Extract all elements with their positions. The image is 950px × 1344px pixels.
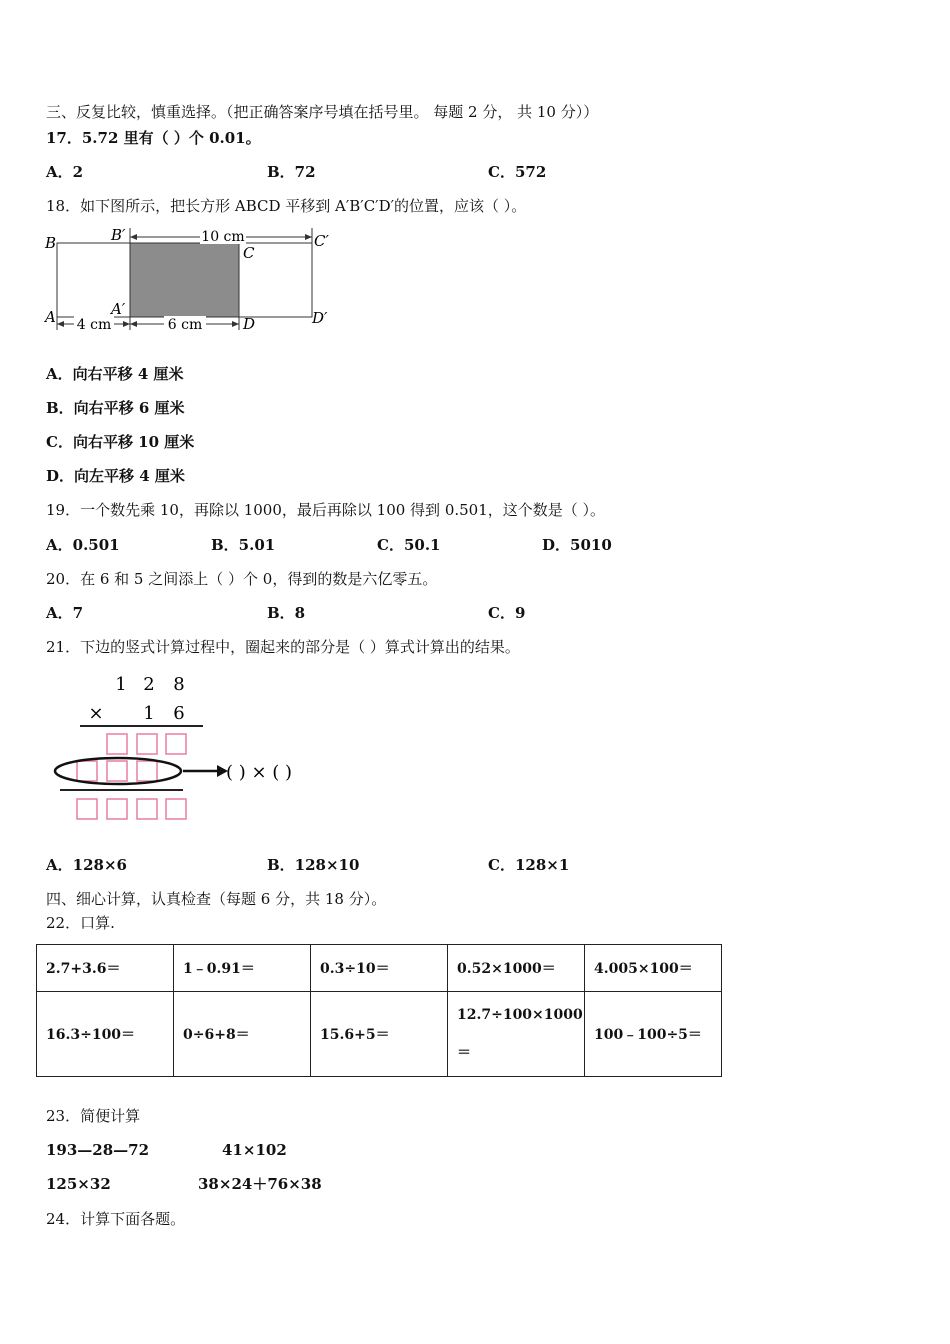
q17-stem: 17．5.72 里有（ ）个 0.01。 — [46, 129, 261, 147]
circled-partial-product — [55, 758, 181, 784]
dim-bottom-arrow-r — [232, 321, 239, 327]
q20-stem: 20．在 6 和 5 之间添上（ ）个 0，得到的数是六亿零五。 — [46, 570, 438, 588]
answer-box — [137, 761, 157, 781]
answer-box — [77, 761, 97, 781]
q21-option-b[interactable]: B．128×10 — [267, 856, 360, 874]
q18-option-b[interactable]: B．向右平移 6 厘米 — [46, 399, 185, 417]
q23-item-3: 125×32 — [46, 1175, 111, 1193]
table-cell: 1﹣0.91＝ — [174, 945, 311, 992]
q22-mental-math-table — [36, 944, 722, 1077]
dim-top-arrow-left — [130, 234, 137, 240]
section3-heading: 三、反复比较，慎重选择。（把正确答案序号填在括号里。 每题 2 分， 共 10 分）） — [46, 103, 599, 121]
q21-stem: 21．下边的竖式计算过程中，圈起来的部分是（ ）算式计算出的结果。 — [46, 638, 520, 656]
q18-stem: 18．如下图所示，把长方形 ABCD 平移到 A′B′C′D′的位置，应该（ ）。 — [46, 197, 527, 215]
answer-box — [137, 734, 157, 754]
label-a-prime: A′ — [111, 300, 126, 318]
table-cell: 15.6+5＝ — [311, 992, 448, 1077]
times-sign: × — [88, 703, 104, 724]
label-d-prime: D′ — [312, 309, 328, 327]
q19-option-d[interactable]: D．5010 — [542, 536, 612, 554]
result-expression: ( ) × ( ) — [226, 762, 293, 783]
dim-left-label: 4 cm — [76, 317, 112, 333]
table-cell: 100﹣100÷5＝ — [585, 992, 722, 1077]
dim-bottom-label: 6 cm — [167, 317, 203, 333]
answer-box — [107, 761, 127, 781]
answer-box — [107, 734, 127, 754]
label-c-prime: C′ — [314, 232, 329, 250]
table-cell: 2.7+3.6＝ — [37, 945, 174, 992]
digit-2: 2 — [143, 674, 155, 695]
table-row — [37, 992, 722, 1077]
cell-line-2: ＝ — [457, 1045, 471, 1061]
q19-option-a[interactable]: A．0.501 — [46, 536, 120, 554]
digit-8: 8 — [173, 674, 185, 695]
q21-option-c[interactable]: C．128×1 — [488, 856, 570, 874]
table-cell: 16.3÷100＝ — [37, 992, 174, 1077]
cell-line-1: 12.7÷100×1000 — [457, 1007, 583, 1023]
digit-6: 6 — [173, 703, 185, 724]
q23-stem: 23．简便计算 — [46, 1107, 141, 1125]
q20-option-a[interactable]: A．7 — [46, 604, 84, 622]
answer-box — [166, 734, 186, 754]
table-row — [37, 945, 722, 992]
shaded-rectangle — [130, 243, 239, 317]
digit-1b: 1 — [143, 703, 155, 724]
q18-option-d[interactable]: D．向左平移 4 厘米 — [46, 467, 185, 485]
q21-option-a[interactable]: A．128×6 — [46, 856, 127, 874]
q17-option-c[interactable]: C．572 — [488, 163, 547, 181]
answer-box — [107, 799, 127, 819]
q23-item-4: 38×24＋76×38 — [198, 1175, 322, 1193]
digit-1: 1 — [115, 674, 127, 695]
label-b: B — [45, 234, 57, 252]
label-b-prime: B′ — [111, 226, 126, 244]
label-c: C — [243, 244, 255, 262]
q22-stem: 22．口算. — [46, 914, 115, 932]
dim-left-arrow-l — [57, 321, 64, 327]
q24-stem: 24．计算下面各题。 — [46, 1210, 186, 1228]
q18-option-a[interactable]: A．向右平移 4 厘米 — [46, 365, 184, 383]
dim-top-label: 10 cm — [201, 229, 245, 245]
section4-heading: 四、细心计算，认真检查（每题 6 分，共 18 分）。 — [46, 890, 387, 908]
q23-item-1: 193—28—72 — [46, 1141, 150, 1159]
q20-option-b[interactable]: B．8 — [267, 604, 306, 622]
answer-box — [137, 799, 157, 819]
label-d: D — [243, 315, 256, 333]
q17-option-a[interactable]: A．2 — [46, 163, 84, 181]
dim-left-arrow-r — [123, 321, 130, 327]
q19-option-b[interactable]: B．5.01 — [211, 536, 276, 554]
q21-vertical-multiplication-figure — [46, 668, 406, 828]
table-cell: 0÷6+8＝ — [174, 992, 311, 1077]
table-cell — [448, 992, 585, 1077]
q19-option-c[interactable]: C．50.1 — [377, 536, 441, 554]
label-a: A — [45, 308, 56, 326]
table-cell: 0.52×1000＝ — [448, 945, 585, 992]
dim-bottom-arrow-l — [130, 321, 137, 327]
table-cell: 4.005×100＝ — [585, 945, 722, 992]
answer-box — [77, 799, 97, 819]
table-cell: 0.3÷10＝ — [311, 945, 448, 992]
q17-option-b[interactable]: B．72 — [267, 163, 316, 181]
q18-option-c[interactable]: C．向右平移 10 厘米 — [46, 433, 195, 451]
q20-option-c[interactable]: C．9 — [488, 604, 526, 622]
q18-translation-figure — [40, 224, 340, 336]
q19-stem: 19．一个数先乘 10，再除以 1000，最后再除以 100 得到 0.501，这个数是（ ）。 — [46, 501, 606, 519]
q23-item-2: 41×102 — [222, 1141, 287, 1159]
dim-top-arrow-right — [305, 234, 312, 240]
answer-box — [166, 799, 186, 819]
